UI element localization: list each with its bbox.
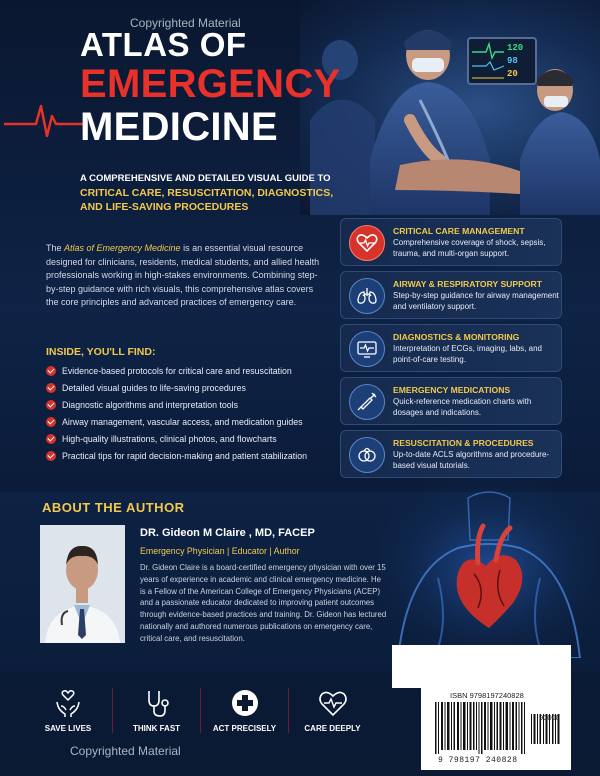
check-icon bbox=[46, 417, 56, 427]
value-item bbox=[24, 688, 112, 733]
list-item-text: Diagnostic algorithms and interpretation tools bbox=[62, 399, 239, 410]
values-row bbox=[24, 688, 376, 733]
subtitle-line-3: AND LIFE-SAVING PROCEDURES bbox=[80, 201, 249, 213]
list-item bbox=[46, 447, 307, 464]
check-icon bbox=[46, 451, 56, 461]
list-item bbox=[46, 379, 307, 396]
feature-title: AIRWAY & RESPIRATORY SUPPORT bbox=[393, 279, 542, 289]
value-label: SAVE LIVES bbox=[44, 724, 92, 733]
watermark-top: Copyrighted Material bbox=[130, 16, 241, 30]
value-item bbox=[112, 688, 200, 733]
feature-desc: Up-to-date ACLS algorithms and procedure-based visual tutorials. bbox=[393, 450, 550, 470]
feature-desc: Comprehensive coverage of shock, sepsis, trauma, and multi-organ support. bbox=[393, 238, 546, 258]
author-name: DR. Gideon M Claire , MD, FACEP bbox=[140, 527, 315, 539]
check-icon bbox=[46, 366, 56, 376]
monitor-icon bbox=[349, 331, 385, 367]
value-item bbox=[288, 688, 376, 733]
defibrillator-icon bbox=[349, 437, 385, 473]
heart-line-icon bbox=[318, 688, 348, 718]
feature-desc: Step-by-step guidance for airway management and ventilatory support. bbox=[393, 291, 559, 311]
intro-book-title: Atlas of Emergency Medicine bbox=[64, 243, 181, 253]
subtitle-line-1: A COMPREHENSIVE AND DETAILED VISUAL GUIDE TO bbox=[80, 173, 331, 184]
price-code: 90000 bbox=[539, 713, 560, 722]
inside-list bbox=[46, 362, 307, 464]
stethoscope-icon bbox=[142, 688, 172, 718]
check-icon bbox=[46, 400, 56, 410]
isbn-label: ISBN 9798197240828 bbox=[450, 691, 524, 700]
list-item-text: Practical tips for rapid decision-making and patient stabilization bbox=[62, 450, 307, 461]
heart-anatomy-illustration bbox=[378, 478, 600, 658]
feature-card bbox=[340, 271, 562, 319]
doctors-cpr-illustration bbox=[300, 0, 600, 215]
title-line-3: MEDICINE bbox=[80, 105, 278, 149]
feature-list bbox=[340, 218, 562, 483]
heart-pulse-icon bbox=[349, 225, 385, 261]
author-role: Emergency Physician | Educator | Author bbox=[140, 546, 300, 556]
intro-after: is an essential visual resource designed for clinicians, residents, medical students, and allied health professionals working in high-stakes environments. Combining step-by-step guidance with rich visuals, this comprehensive atlas covers the core principles and advanced practices of emergency care. bbox=[46, 243, 320, 307]
monitor-rr: 20 bbox=[507, 69, 518, 79]
hands-heart-icon bbox=[53, 688, 83, 718]
intro-before: The bbox=[46, 243, 65, 253]
list-item-text: Detailed visual guides to life-saving procedures bbox=[62, 382, 246, 393]
medical-cross-icon bbox=[230, 688, 260, 718]
list-item bbox=[46, 362, 307, 379]
check-icon bbox=[46, 434, 56, 444]
feature-title: DIAGNOSTICS & MONITORING bbox=[393, 332, 520, 342]
book-title bbox=[80, 28, 341, 147]
feature-card bbox=[340, 377, 562, 425]
lungs-icon bbox=[349, 278, 385, 314]
list-item bbox=[46, 430, 307, 447]
feature-card bbox=[340, 430, 562, 478]
check-icon bbox=[46, 383, 56, 393]
feature-card bbox=[340, 324, 562, 372]
value-item bbox=[200, 688, 288, 733]
barcode-blank-area bbox=[392, 645, 571, 688]
isbn-digits: 9 798197 240828 bbox=[438, 756, 518, 765]
intro-paragraph bbox=[46, 242, 326, 310]
value-label: ACT PRECISELY bbox=[212, 724, 277, 733]
feature-title: RESUSCITATION & PROCEDURES bbox=[393, 438, 534, 448]
author-heading: ABOUT THE AUTHOR bbox=[42, 500, 185, 515]
monitor-spo2: 98 bbox=[507, 56, 518, 66]
feature-desc: Interpretation of ECGs, imaging, labs, and point-of-care testing. bbox=[393, 344, 542, 364]
subtitle-line-2: CRITICAL CARE, RESUSCITATION, DIAGNOSTICS, bbox=[80, 187, 334, 199]
list-item bbox=[46, 413, 307, 430]
syringe-icon bbox=[349, 384, 385, 420]
hero-illustration bbox=[300, 0, 600, 215]
list-item-text: High-quality illustrations, clinical photos, and flowcharts bbox=[62, 433, 277, 444]
value-label: CARE DEEPLY bbox=[304, 724, 361, 733]
monitor-hr: 120 bbox=[507, 43, 524, 53]
list-item bbox=[46, 396, 307, 413]
title-line-1: ATLAS OF bbox=[80, 26, 247, 63]
title-line-2: EMERGENCY bbox=[80, 62, 341, 106]
feature-card bbox=[340, 218, 562, 266]
list-item-text: Airway management, vascular access, and medication guides bbox=[62, 416, 303, 427]
feature-title: EMERGENCY MEDICATIONS bbox=[393, 385, 511, 395]
inside-heading: INSIDE, YOU'LL FIND: bbox=[46, 346, 156, 358]
feature-desc: Quick-reference medication charts with dosages and indications. bbox=[393, 397, 532, 417]
book-subtitle bbox=[80, 172, 340, 214]
monitor-readouts bbox=[507, 42, 523, 81]
feature-title: CRITICAL CARE MANAGEMENT bbox=[393, 226, 525, 236]
ecg-line-icon bbox=[4, 100, 84, 140]
author-photo bbox=[40, 525, 125, 643]
value-label: THINK FAST bbox=[132, 724, 181, 733]
watermark-bottom: Copyrighted Material bbox=[70, 744, 181, 758]
author-bio: Dr. Gideon Claire is a board-certified emergency physician with over 15 years of experience in academic and clinical emergency medicine. He is a Fellow of the American College of Emergency Physicians (ACEP) and a passionate educator dedicated to improving patient outcomes through evidence-based practices and training. Dr. Gideon has lectured nationally and authored numerous publications on emergency care, critical care, and resuscitation. bbox=[140, 563, 387, 643]
list-item-text: Evidence-based protocols for critical care and resuscitation bbox=[62, 365, 292, 376]
